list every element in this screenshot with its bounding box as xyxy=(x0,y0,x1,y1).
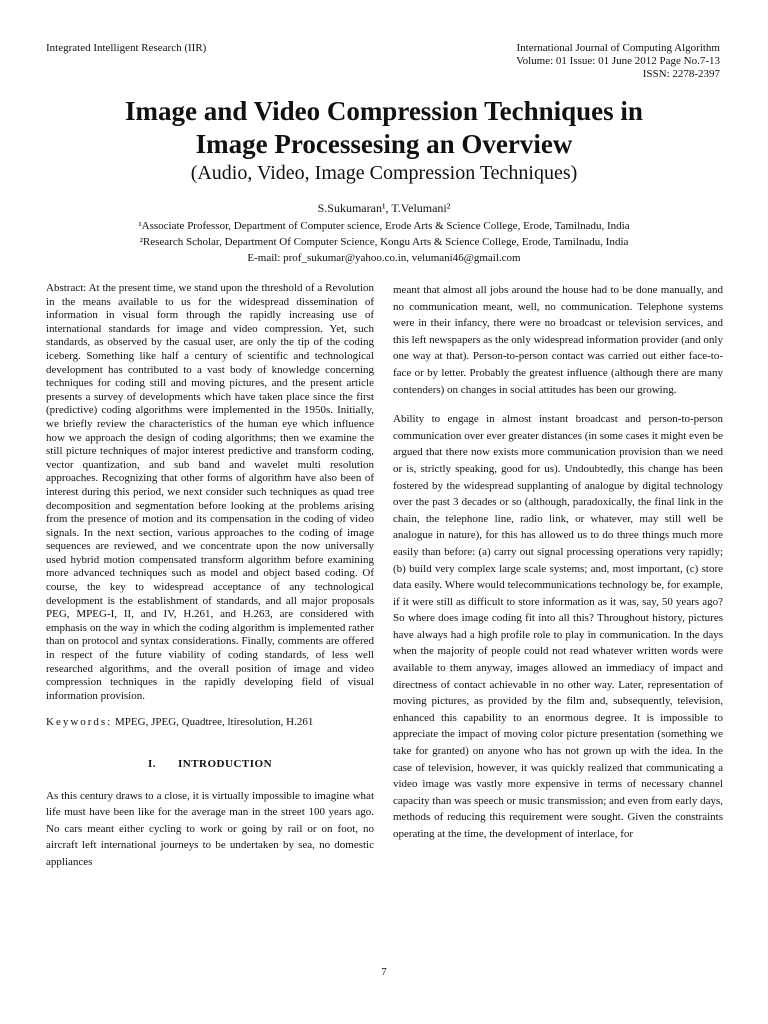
section-number: I. xyxy=(147,758,156,770)
right-column xyxy=(393,282,723,856)
journal-volume: Volume: 01 Issue: 01 June 2012 Page No.7-13 xyxy=(516,55,720,67)
body-paragraph-1: meant that almost all jobs around the house had to be done manually, and no communication meant, well, no communication. Telephone systems were in their infancy, there were no broadcast or television services, and this left newspapers as the only widespread information provider (and only one way at that). Person-to-person contact was carried out either face-to-face or by letter. Probably the greatest influence (although there are many contenders) on changes in social attitudes has been our growing. xyxy=(393,284,723,396)
abstract: Abstract: At the present time, we stand upon the threshold of a Revolution in the means available to us for the widespread dissemination of information in visual form through the rapidly increasing use of international standards for image and video compression. Yet, such standards, as observed by the casual user, are only the tip of the coding iceberg. Something like half a century of scientific and technological development has contributed to a vast body of knowledge concerning techniques for coding still and moving pictures, and the present article presents a survey of developments which have taken place since the first (predictive) coding algorithms were implemented in the 1950s. Initially, we briefly review the characteristics of the human eye which influence how we approach the design of coding algorithms; then we examine the still picture techniques of major interest predictive and transform coding, vector quantization, and sub band and wavelet multi resolution approaches. Recognizing that other forms of algorithm have also been of interest during this period, we next consider such techniques as quad tree decomposition and segmentation before looking at the problems arising from the presence of motion and its compensation in the coding of video signals. In the next section, various approaches to the coding of image sequences are reviewed, and we concentrate upon the now universally used hybrid motion compensated transform algorithm before examining more advanced techniques such as model and object based coding. Of course, the key to widespread acceptance of any technological development is the establishment of standards, and all major proposals PEG, MPEG-I, II, and IV, H.261, and H.263, are considered with emphasis on the way in which the coding algorithm is implemented rather than on protocol and syntax considerations. Finally, comments are offered in respect of the future viability of coding standards, of less well researched algorithms, and the overall position of image and video compression techniques in the rapidly developing field of visual information provision. xyxy=(46,282,374,702)
keywords-text: MPEG, JPEG, Quadtree, ltiresolution, H.261 xyxy=(115,716,314,729)
author-names: S.Sukumaran¹, T.Velumani² xyxy=(317,201,451,215)
paper-subtitle: (Audio, Video, Image Compression Techniques) xyxy=(190,162,578,184)
keywords xyxy=(46,716,374,730)
author-block xyxy=(40,200,728,266)
affiliation-1: ¹Associate Professor, Department of Computer science, Erode Arts & Science College, Erode, Tamilnadu, India xyxy=(138,220,630,232)
journal-issn: ISSN: 2278-2397 xyxy=(642,68,720,80)
running-header-left: Integrated Intelligent Research (IIR) xyxy=(46,42,207,54)
body-paragraph-2: Ability to engage in almost instant broadcast and person-to-person communication over ever greater distances (in some cases it might even be argued that there now exists more communication provision than we need or is, strictly speaking, good for us). Undoubtedly, this change has been fostered by the widespread supplanting of analogue by digital technology over the past 3 decades or so (although, paradoxically, the final link in the chain, the telephone line, radio link, or whatever, may still well be analogue in nature), for this has allowed us to do three things much more easily than before: (a) carry out signal processing operations very rapidly; (b) build very complex large scale systems; and, most important, (c) store data easily. Where would telecommunications technology be, for example, if it were still as difficult to store information as it was, say, 50 years ago? So where does image coding fit into all this? Throughout history, pictures have always had a high profile role to play in communication. In the days when the majority of people could not read whatever written words were available to them anyway, images allowed an immediacy of impact and directness of contact achievable in no other way. Later, representation of moving pictures, as provided by the film and, subsequently, television, enhanced this capability to an enormous degree. It is impossible to appreciate the impact of moving color picture presentation (something we take for granted) on anyone who has not grown up with the idea. In the case of television, however, it was quickly realized that communicating a video image was vastly more expensive in terms of necessary channel capacity than was speech or music transmission; and even from early days, methods of reducing this requirement were sought. Given the constraints operating at the time, the development of interlace, for xyxy=(393,413,723,840)
section-title: INTRODUCTION xyxy=(178,758,273,770)
section-heading-introduction xyxy=(46,758,374,772)
running-header-right xyxy=(516,42,720,81)
keywords-label: Keywords: xyxy=(46,716,113,729)
paper-title xyxy=(40,95,728,161)
left-column xyxy=(46,282,374,884)
author-email: E-mail: prof_sukumar@yahoo.co.in, velumani46@gmail.com xyxy=(247,252,521,264)
affiliation-2: ²Research Scholar, Department Of Computer Science, Kongu Arts & Science College, Erode, Tamilnadu, India xyxy=(139,236,629,248)
title-line-2: Image Processesing an Overview xyxy=(195,129,573,159)
introduction-paragraph: As this century draws to a close, it is virtually impossible to imagine what life must have been like for the average man in the street 100 years ago. No cars meant either cycling to work or going by rail or on foot, no aircraft left international journeys to be undertaken by sea, no domestic appliances xyxy=(46,789,374,868)
page-number: 7 xyxy=(381,966,387,978)
title-line-1: Image and Video Compression Techniques in xyxy=(125,96,643,126)
journal-name: International Journal of Computing Algorithm xyxy=(516,42,720,54)
